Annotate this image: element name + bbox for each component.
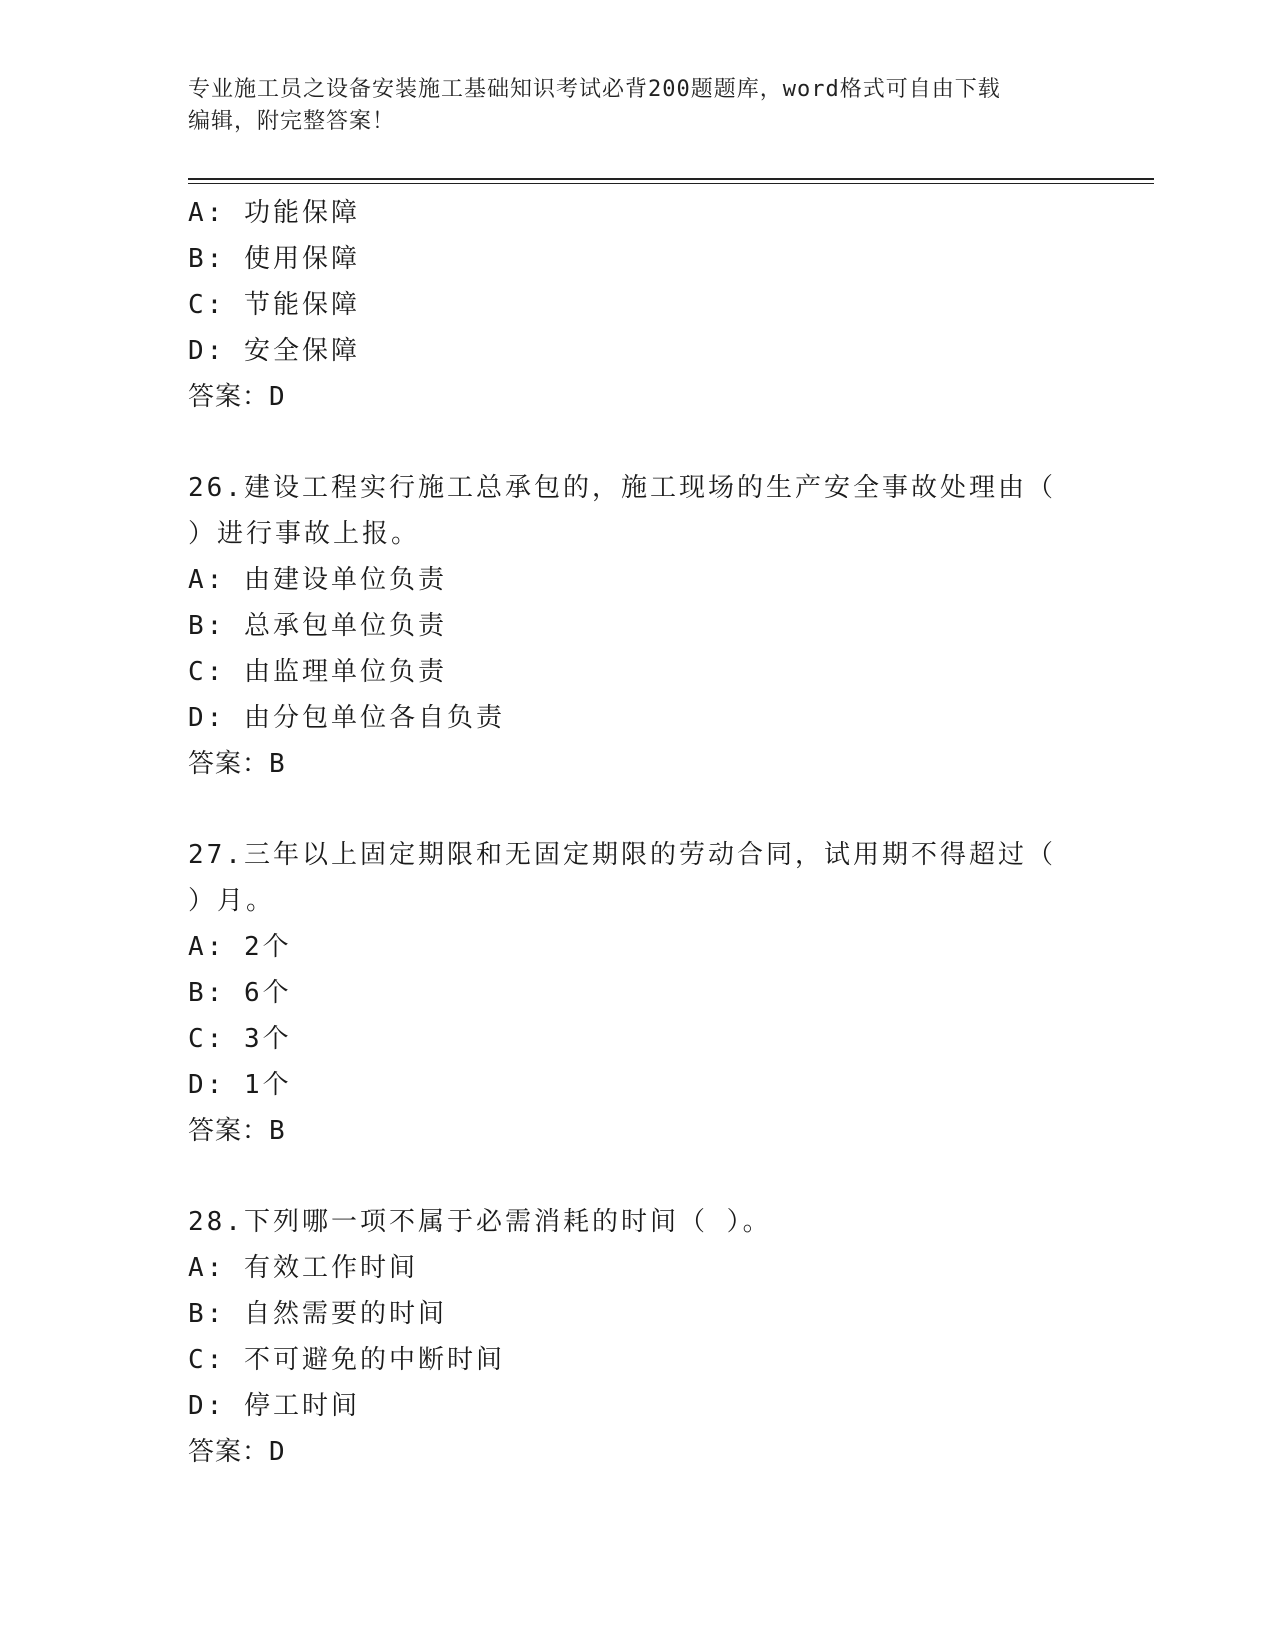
question-27-block: [188, 832, 1088, 1154]
question-25-answer: 答案：D: [188, 382, 286, 412]
question-27-stem-line-1: 27.三年以上固定期限和无固定期限的劳动合同，试用期不得超过（: [188, 840, 1056, 870]
question-25-option-b: B: 使用保障: [188, 244, 360, 274]
question-25-block: [188, 190, 1088, 420]
header-title-line-2: 编辑，附完整答案！: [188, 109, 396, 134]
question-28-option-a: A: 有效工作时间: [188, 1253, 418, 1283]
question-spacer: [188, 787, 1088, 832]
question-spacer: [188, 1154, 1088, 1199]
question-25-option-d: D: 安全保障: [188, 336, 360, 366]
header-title-line-1: 专业施工员之设备安装施工基础知识考试必背200题题库，word格式可自由下载: [188, 77, 1001, 102]
question-27-option-a: A: 2个: [188, 932, 292, 962]
question-26-option-d: D: 由分包单位各自负责: [188, 703, 505, 733]
question-27-option-d: D: 1个: [188, 1070, 292, 1100]
question-26-stem-line-1: 26.建设工程实行施工总承包的，施工现场的生产安全事故处理由（: [188, 473, 1056, 503]
question-26-option-a: A: 由建设单位负责: [188, 565, 447, 595]
question-26-stem-line-2: ）进行事故上报。: [188, 519, 421, 549]
question-25-option-a: A: 功能保障: [188, 198, 360, 228]
question-28-option-b: B: 自然需要的时间: [188, 1299, 447, 1329]
question-26-option-b: B: 总承包单位负责: [188, 611, 447, 641]
question-28-block: [188, 1199, 1088, 1475]
question-27-answer: 答案：B: [188, 1116, 286, 1146]
question-25-option-c: C: 节能保障: [188, 290, 360, 320]
question-27-option-b: B: 6个: [188, 978, 292, 1008]
document-header: [188, 74, 1088, 138]
question-27-option-c: C: 3个: [188, 1024, 292, 1054]
header-divider-thick: [188, 178, 1154, 180]
question-list: [188, 190, 1088, 1475]
question-26-answer: 答案：B: [188, 749, 286, 779]
question-spacer: [188, 420, 1088, 465]
header-divider-thin: [188, 183, 1154, 184]
question-28-option-c: C: 不可避免的中断时间: [188, 1345, 505, 1375]
question-27-stem-line-2: ）月。: [188, 886, 276, 916]
question-28-answer: 答案：D: [188, 1437, 286, 1467]
question-26-option-c: C: 由监理单位负责: [188, 657, 447, 687]
question-26-block: [188, 465, 1088, 787]
question-28-option-d: D: 停工时间: [188, 1391, 360, 1421]
question-28-stem-line-1: 28.下列哪一项不属于必需消耗的时间（ ）。: [188, 1207, 772, 1237]
